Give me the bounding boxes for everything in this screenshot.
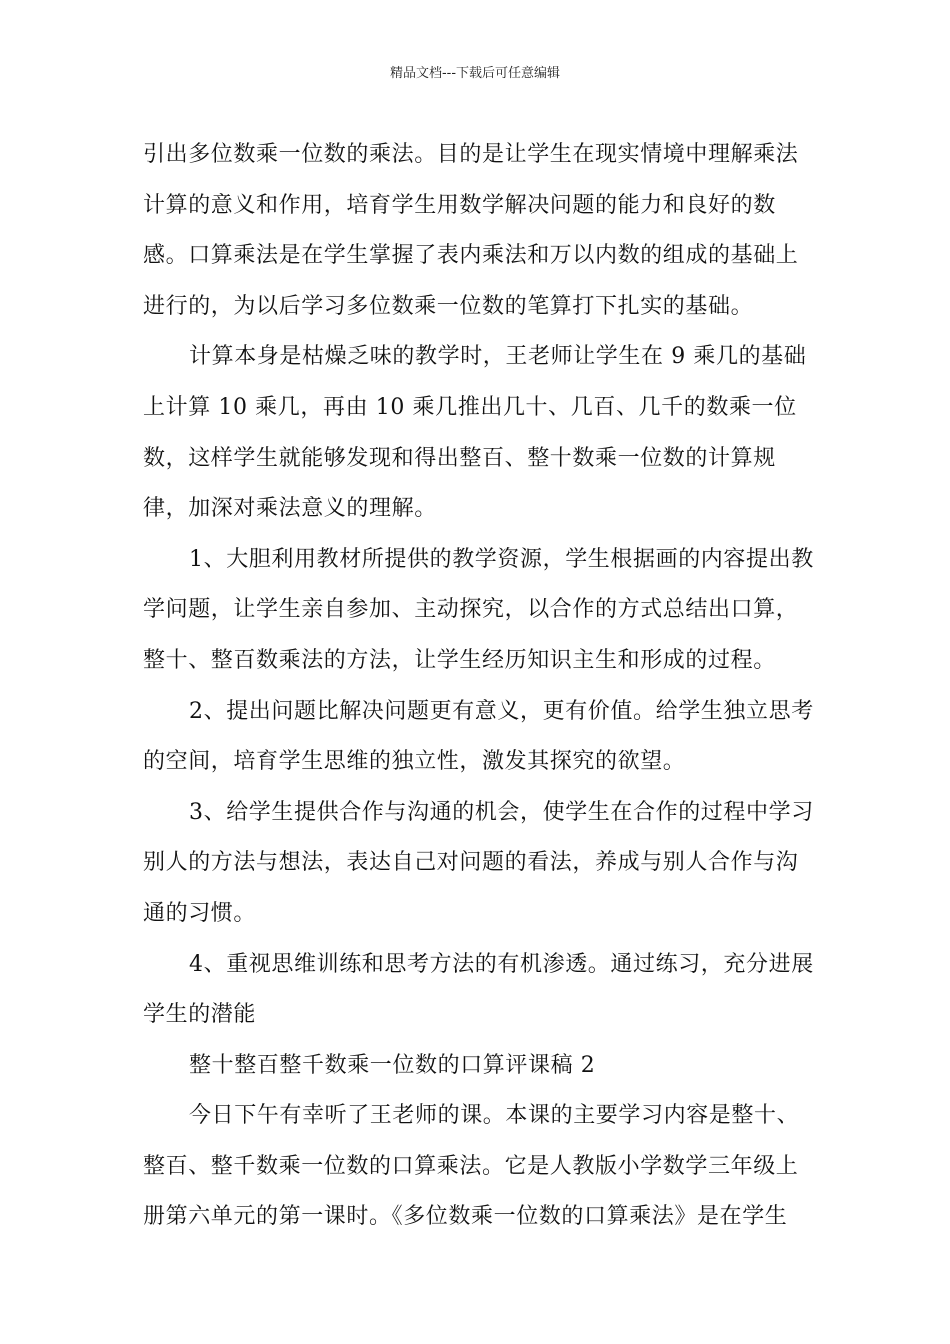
section-title: 整十整百整千数乘一位数的口算评课稿 2 bbox=[189, 1052, 596, 1078]
paragraph-4: 2、提出问题比解决问题更有意义，更有价值。给学生独立思考的空间，培育学生思维的独立性，激发其探究的欲望。 bbox=[143, 698, 814, 775]
paragraph-2: 计算本身是枯燥乏味的教学时，王老师让学生在 9 乘几的基础上计算 10 乘几，再由 10 乘几推出几十、几百、几千的数乘一位数，这样学生就能够发现和得出整百、整十数乘一位数的计算规律，加深对乘法意义的理解。 bbox=[143, 344, 807, 522]
document-body bbox=[143, 130, 818, 1243]
paragraph-3: 1、大胆利用教材所提供的教学资源，学生根据画的内容提出教学问题，让学生亲自参加、主动探究，以合作的方式总结出口算，整十、整百数乘法的方法，让学生经历知识主生和形成的过程。 bbox=[143, 546, 814, 673]
page-header: 精品文档---下载后可任意编辑 bbox=[389, 66, 561, 81]
paragraph-1: 引出多位数乘一位数的乘法。目的是让学生在现实情境中理解乘法计算的意义和作用，培育学生用数学解决问题的能力和良好的数感。口算乘法是在学生掌握了表内乘法和万以内数的组成的基础上进行的，为以后学习多位数乘一位数的笔算打下扎实的基础。 bbox=[143, 142, 799, 319]
paragraph-5: 3、给学生提供合作与沟通的机会，使学生在合作的过程中学习别人的方法与想法，表达自己对问题的看法，养成与别人合作与沟通的习惯。 bbox=[143, 799, 814, 926]
paragraph-6: 4、重视思维训练和思考方法的有机渗透。通过练习，充分进展学生的潜能 bbox=[143, 951, 814, 1028]
paragraph-7: 今日下午有幸听了王老师的课。本课的主要学习内容是整十、整百、整千数乘一位数的口算乘法。它是人教版小学数学三年级上册第六单元的第一课时。《多位数乘一位数的口算乘法》是在学生 bbox=[143, 1103, 800, 1230]
